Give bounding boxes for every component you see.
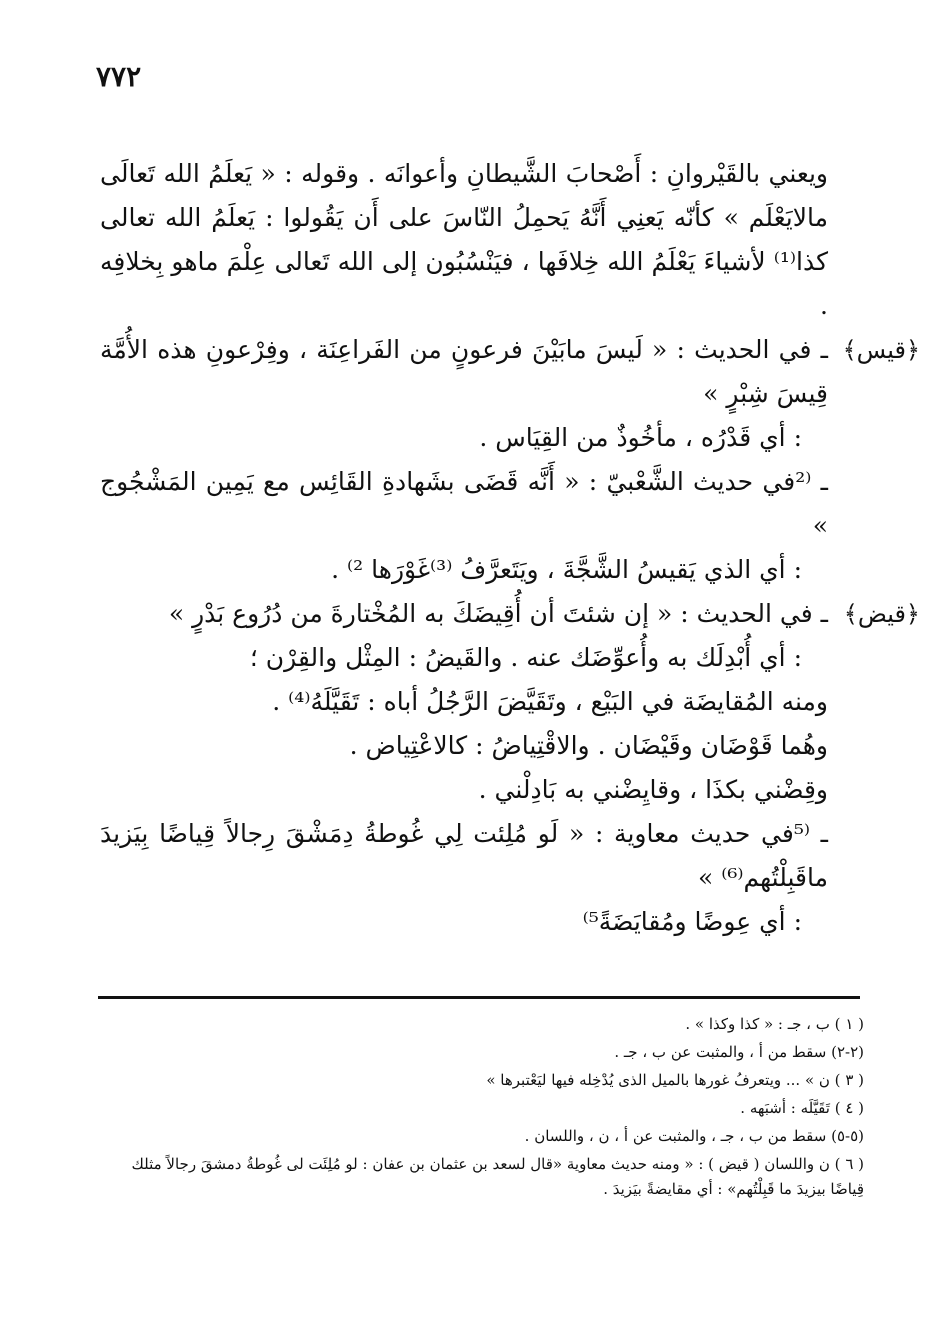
footnote: (٢-٢) سقط من أ ، والمثبت عن ب ، جـ .: [614, 1043, 864, 1061]
footnote: ( ٦ ) ن واللسان ( قيض ) : « ومنه حديث معاوية «قال لسعد بن عثمان بن عفان : لو مُلِئَت لى غُوطةُ دمشقَ رجالاً مثلك قِياضًا بيزيدَ ما قَبِلْتُهم» : أي مقايضةً بيَزيدَ .: [131, 1155, 864, 1198]
page-number: ٧٧٢: [96, 60, 142, 93]
paragraph: ويعني بالقَيْروانِ : أَصْحابَ الشَّيطانِ وأعوانَه . وقوله : « يَعلَمُ الله تَعالَى مالايَعْلَم » كأنّه يَعنِي أَنَّهُ يَحمِلُ النّاسَ على أَن يَقُولوا : يَعلَمُ الله تعالى كذا⁽¹⁾ لأشياءَ يَعْلَمُ الله خِلافَها ، فيَنْسُبُون إلى الله تَعالى عِلْمَ ماهو بِخلافِه .: [100, 159, 828, 320]
footnote: ( ١ ) ب ، جـ : « كذا وكذا » .: [685, 1015, 864, 1033]
paragraph: : أي عِوضًا ومُقايَضَةً⁵⁾: [582, 907, 802, 936]
paragraph: : أي الذي يَقيسُ الشَّجَّةَ ، ويَتَعرَّفُ ⁽³⁾غَوْرَها ²⁾ .: [331, 555, 802, 584]
footnote: ( ٣ ) ن » ... ويتعرفُ غورها بالميل الذى يُدْخِله فيها ليَعْتبرها »: [486, 1071, 864, 1089]
text-block-10: [100, 812, 828, 900]
paragraph: : أي أُبْدِلَك به وأُعوِّضَك عنه . والقَيضُ : المِثْل والقِرْن ؛: [249, 643, 802, 672]
text-block-11: [100, 900, 828, 944]
text-block-4: [100, 548, 828, 592]
paragraph: وهُما قَوْضَان وقَيْضَان . والاقْتِياضُ : كالاعْتِياض .: [349, 731, 828, 760]
paragraph: : أي قَدْرُه ، مأخُوذٌ من القِيَاس .: [479, 423, 802, 452]
main-text: [100, 152, 920, 944]
text-block-2: [100, 416, 828, 460]
paragraph: ـ في الحديث : « لَيسَ مابَيْنَ فرعونٍ من الفَراعِنَة ، وفِرْعونِ هذه الأُمَّة قِيسَ شِبْرٍ »: [100, 335, 828, 408]
text-block-3: [100, 460, 828, 548]
text-block-6: [100, 636, 828, 680]
text-block-0: [100, 152, 828, 328]
text-block-1: [100, 328, 920, 416]
headword-qays: ﴿قيس﴾: [842, 336, 920, 364]
paragraph: ومنه المُقايضَة في البَيْع ، وتَقَيَّضَ الرَّجُلُ أباه : تَقَيَّلَهُ⁽⁴⁾ .: [272, 687, 828, 716]
paragraph: وقِضْني بكذَا ، وقايِضْني به بَادِلْني .: [478, 775, 828, 804]
text-block-9: [100, 768, 828, 812]
paragraph: ـ في الحديث : « إن شئتَ أن أُقِيضَكَ به المُخْتارةَ من دُرُوع بَدْرٍ »: [168, 599, 828, 628]
footnotes: [100, 1012, 864, 1205]
text-block-8: [100, 724, 828, 768]
paragraph: ـ ⁽⁵في حديث معاوية : « لَو مُلِئت لِي غُوطةُ دِمَشْقَ رِجالاً قِياضًا بِيَزيدَ ماقَبِلْتُهم⁽⁶⁾ »: [100, 819, 828, 892]
footnote-divider: [98, 996, 860, 999]
headword-qayd: ﴿قيض﴾: [843, 600, 920, 628]
footnote: ( ٤ ) تَقَيَّلَه : أشبَهه .: [740, 1099, 864, 1117]
text-block-7: [100, 680, 828, 724]
paragraph: ـ ⁽²في حديث الشَّعْبيّ : « أَنَّه قَضَى بشَهادةِ القَائِس مع يَمِين المَشْجُوج »: [100, 467, 828, 540]
footnote: (٥-٥) سقط من ب ، جـ ، والمثبت عن أ ، ن ، واللسان .: [524, 1127, 864, 1145]
text-block-5: [100, 592, 920, 636]
